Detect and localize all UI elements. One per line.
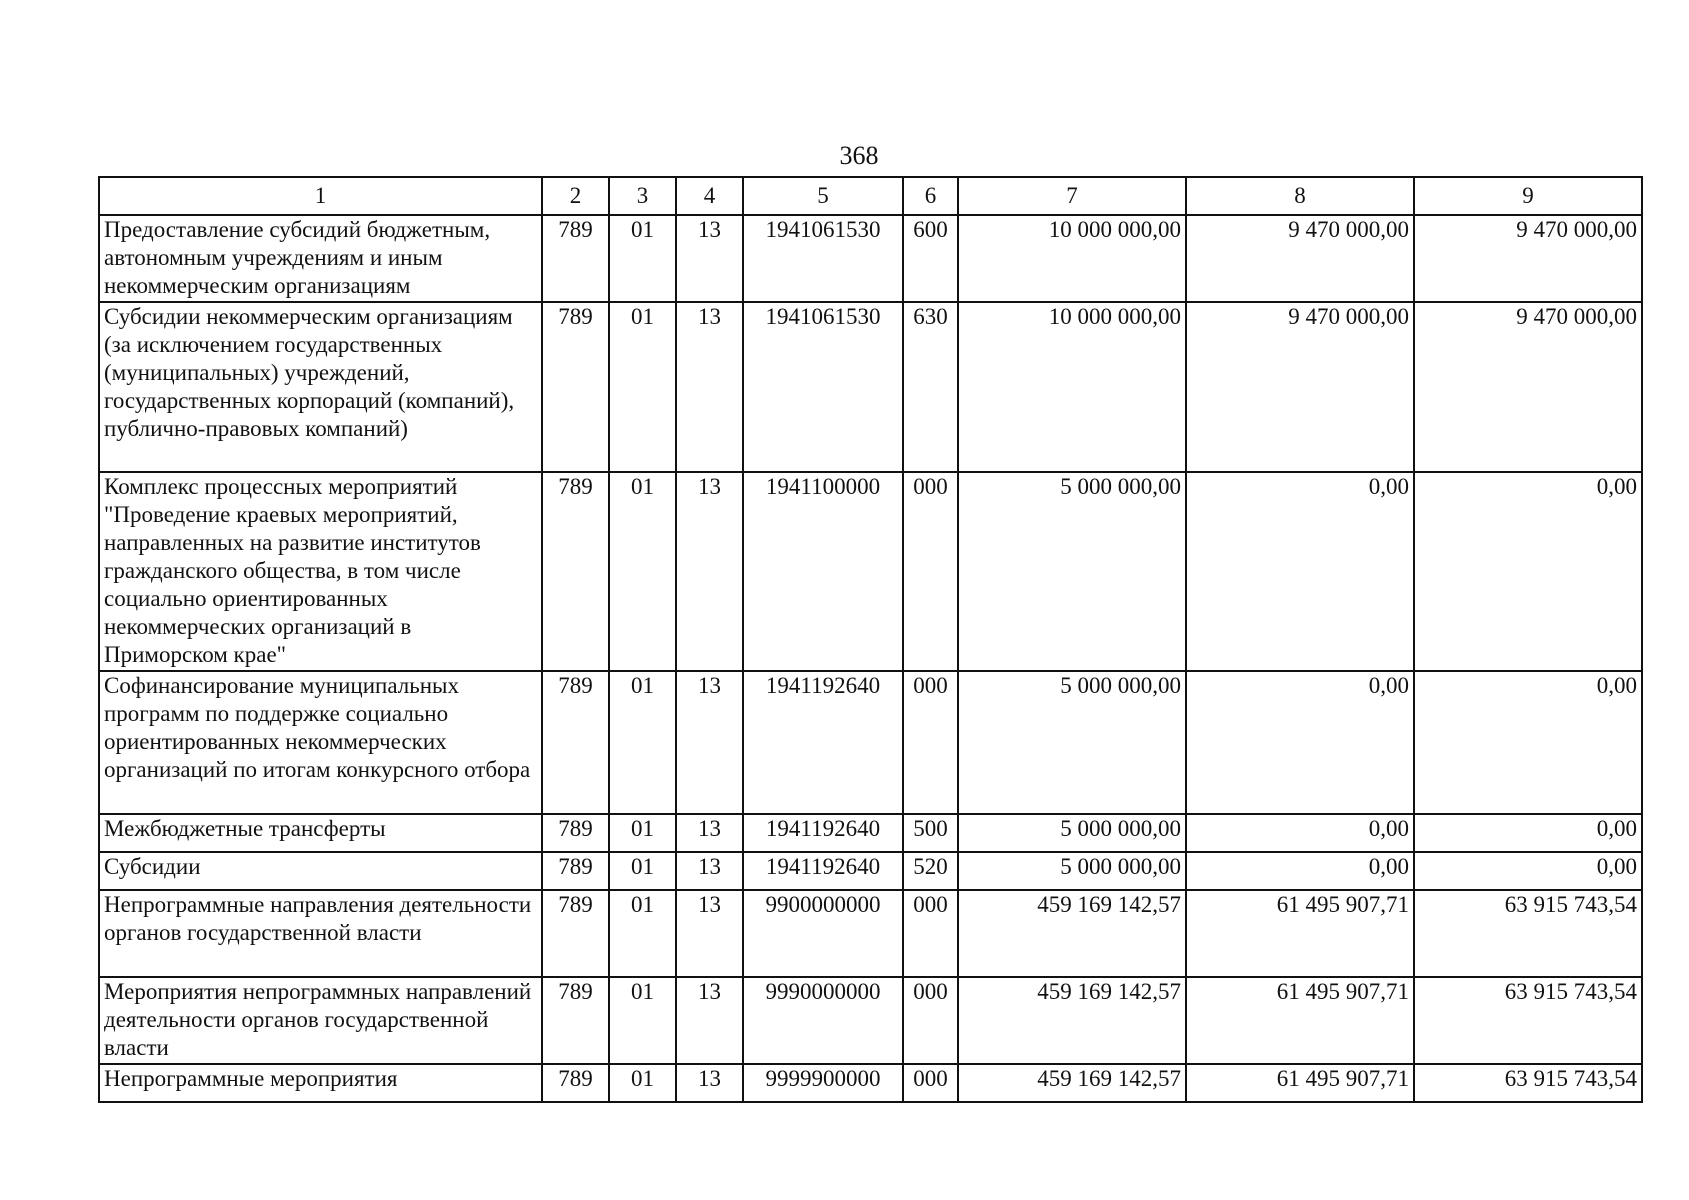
row-code-4: 13 — [676, 977, 743, 1064]
row-code-4: 13 — [676, 215, 743, 302]
table-row — [99, 215, 1642, 302]
row-code-3: 01 — [609, 302, 676, 472]
row-amount-8: 61 495 907,71 — [1186, 1064, 1414, 1102]
table-row — [99, 1064, 1642, 1102]
budget-table — [98, 176, 1643, 1103]
table-row — [99, 977, 1642, 1064]
row-amount-7: 5 000 000,00 — [958, 852, 1186, 890]
row-code-3: 01 — [609, 852, 676, 890]
row-code-5: 9900000000 — [743, 890, 903, 977]
row-code-3: 01 — [609, 814, 676, 852]
row-code-2: 789 — [542, 302, 609, 472]
column-header: 5 — [743, 177, 903, 215]
row-amount-7: 459 169 142,57 — [958, 890, 1186, 977]
column-header: 6 — [903, 177, 958, 215]
row-name: Непрограммные направления деятельности органов государственной власти — [99, 890, 542, 977]
row-code-6: 520 — [903, 852, 958, 890]
row-name: Комплекс процессных мероприятий "Проведение краевых мероприятий, направленных на развитие институтов гражданского общества, в том числе социально ориентированных некоммерческих организаций в Приморском крае" — [99, 472, 542, 671]
row-name: Предоставление субсидий бюджетным, автономным учреждениям и иным некоммерческим организациям — [99, 215, 542, 302]
row-name: Софинансирование муниципальных программ по поддержке социально ориентированных некоммерческих организаций по итогам конкурсного отбора — [99, 671, 542, 814]
row-name: Межбюджетные трансферты — [99, 814, 542, 852]
row-amount-8: 0,00 — [1186, 671, 1414, 814]
row-amount-7: 10 000 000,00 — [958, 302, 1186, 472]
row-code-6: 600 — [903, 215, 958, 302]
row-code-5: 1941192640 — [743, 671, 903, 814]
column-header: 4 — [676, 177, 743, 215]
row-code-3: 01 — [609, 977, 676, 1064]
row-amount-7: 459 169 142,57 — [958, 977, 1186, 1064]
column-header: 3 — [609, 177, 676, 215]
row-code-4: 13 — [676, 671, 743, 814]
row-code-2: 789 — [542, 977, 609, 1064]
column-header: 1 — [99, 177, 542, 215]
page-number: 368 — [839, 141, 879, 170]
row-amount-7: 459 169 142,57 — [958, 1064, 1186, 1102]
row-code-6: 000 — [903, 890, 958, 977]
row-code-5: 9990000000 — [743, 977, 903, 1064]
row-code-2: 789 — [542, 890, 609, 977]
row-code-4: 13 — [676, 1064, 743, 1102]
row-code-5: 1941061530 — [743, 215, 903, 302]
row-amount-8: 0,00 — [1186, 814, 1414, 852]
row-amount-9: 0,00 — [1414, 472, 1642, 671]
row-amount-7: 5 000 000,00 — [958, 671, 1186, 814]
row-code-3: 01 — [609, 1064, 676, 1102]
row-amount-7: 5 000 000,00 — [958, 814, 1186, 852]
row-code-3: 01 — [609, 472, 676, 671]
row-code-6: 000 — [903, 977, 958, 1064]
row-code-6: 000 — [903, 1064, 958, 1102]
table-row — [99, 671, 1642, 814]
row-amount-9: 63 915 743,54 — [1414, 977, 1642, 1064]
row-code-3: 01 — [609, 671, 676, 814]
row-name: Мероприятия непрограммных направлений деятельности органов государственной власти — [99, 977, 542, 1064]
row-code-2: 789 — [542, 852, 609, 890]
row-code-6: 000 — [903, 472, 958, 671]
row-amount-9: 0,00 — [1414, 814, 1642, 852]
row-code-3: 01 — [609, 215, 676, 302]
column-header: 8 — [1186, 177, 1414, 215]
row-code-4: 13 — [676, 472, 743, 671]
row-code-6: 000 — [903, 671, 958, 814]
row-code-5: 1941192640 — [743, 852, 903, 890]
row-code-4: 13 — [676, 890, 743, 977]
row-code-3: 01 — [609, 890, 676, 977]
column-header: 9 — [1414, 177, 1642, 215]
row-amount-9: 0,00 — [1414, 671, 1642, 814]
row-name: Субсидии некоммерческим организациям (за исключением государственных (муниципальных) учреждений, государственных корпораций (компаний), публично-правовых компаний) — [99, 302, 542, 472]
table-row — [99, 890, 1642, 977]
row-code-6: 500 — [903, 814, 958, 852]
table-row — [99, 302, 1642, 472]
row-amount-9: 9 470 000,00 — [1414, 302, 1642, 472]
table-row — [99, 814, 1642, 852]
column-header: 2 — [542, 177, 609, 215]
row-amount-8: 61 495 907,71 — [1186, 977, 1414, 1064]
row-code-2: 789 — [542, 814, 609, 852]
row-amount-9: 63 915 743,54 — [1414, 1064, 1642, 1102]
row-amount-9: 0,00 — [1414, 852, 1642, 890]
row-amount-8: 0,00 — [1186, 852, 1414, 890]
header-row — [99, 177, 1642, 215]
row-amount-8: 61 495 907,71 — [1186, 890, 1414, 977]
row-code-5: 1941100000 — [743, 472, 903, 671]
row-code-2: 789 — [542, 1064, 609, 1102]
table-row — [99, 472, 1642, 671]
row-code-2: 789 — [542, 472, 609, 671]
row-amount-7: 10 000 000,00 — [958, 215, 1186, 302]
row-name: Субсидии — [99, 852, 542, 890]
row-code-4: 13 — [676, 814, 743, 852]
row-code-6: 630 — [903, 302, 958, 472]
row-code-4: 13 — [676, 852, 743, 890]
row-code-2: 789 — [542, 671, 609, 814]
row-amount-8: 9 470 000,00 — [1186, 215, 1414, 302]
row-name: Непрограммные мероприятия — [99, 1064, 542, 1102]
row-amount-9: 9 470 000,00 — [1414, 215, 1642, 302]
row-code-5: 1941192640 — [743, 814, 903, 852]
row-amount-9: 63 915 743,54 — [1414, 890, 1642, 977]
column-header: 7 — [958, 177, 1186, 215]
table-row — [99, 852, 1642, 890]
row-code-2: 789 — [542, 215, 609, 302]
row-amount-8: 9 470 000,00 — [1186, 302, 1414, 472]
row-code-5: 1941061530 — [743, 302, 903, 472]
row-code-5: 9999900000 — [743, 1064, 903, 1102]
row-amount-8: 0,00 — [1186, 472, 1414, 671]
row-code-4: 13 — [676, 302, 743, 472]
row-amount-7: 5 000 000,00 — [958, 472, 1186, 671]
